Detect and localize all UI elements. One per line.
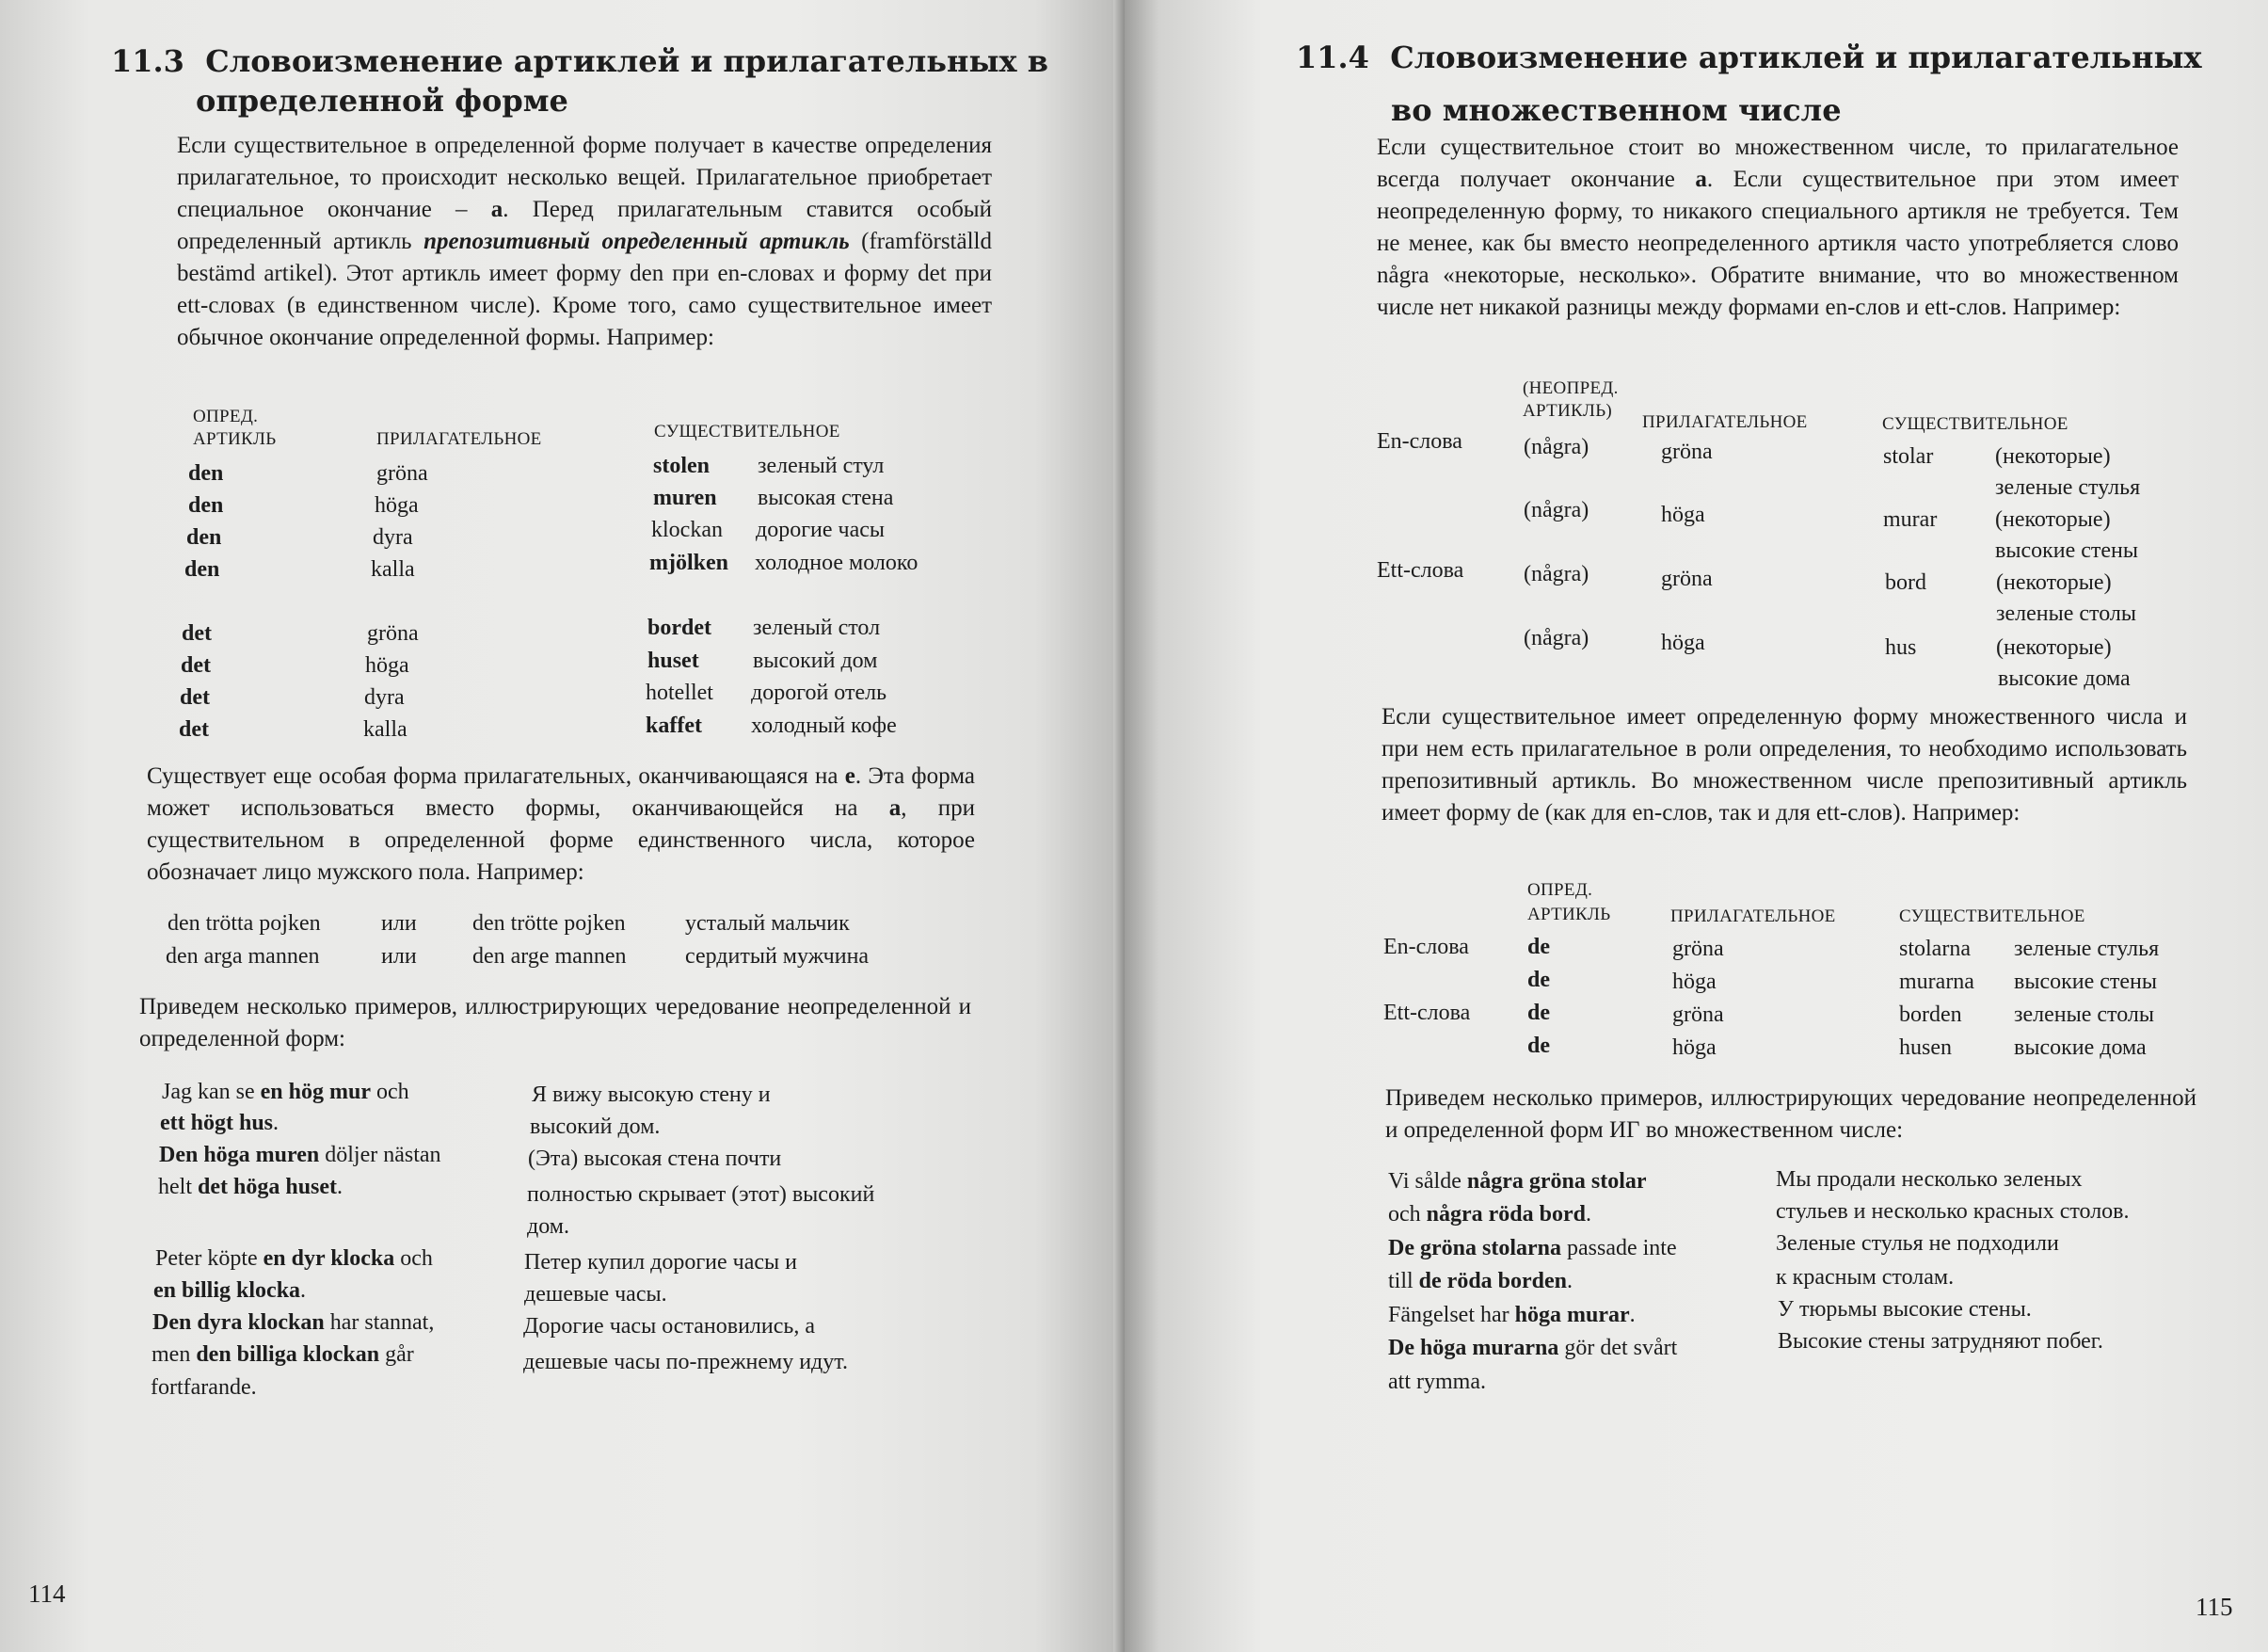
list-item: den trötte pojken xyxy=(472,911,626,936)
table-row-noun: huset xyxy=(647,649,699,673)
table-row-article: det xyxy=(181,653,211,678)
section-heading-11-3 xyxy=(111,41,1048,81)
table-row-article: den xyxy=(188,493,224,518)
example-russian-line: высокий дом. xyxy=(530,1115,661,1139)
table-row-translation: (некоторые) xyxy=(1996,570,2112,595)
example-swedish-line: till de röda borden. xyxy=(1388,1269,1573,1293)
table-row-adjective: höga xyxy=(365,653,409,678)
page-number-right: 115 xyxy=(2196,1593,2233,1621)
example-russian-line: стульев и несколько красных столов. xyxy=(1776,1199,2130,1224)
example-russian-line: Мы продали несколько зеленых xyxy=(1776,1167,2083,1192)
list-item: или xyxy=(381,911,417,936)
section-title-line-2: во множественном числе xyxy=(1391,92,1842,128)
table-row-translation: высокие дома xyxy=(1998,666,2131,691)
section-title-line-1: Словоизменение артиклей и прилагательных в xyxy=(205,43,1048,79)
page-number-left: 114 xyxy=(28,1580,66,1608)
table-row-translation: зеленые стулья xyxy=(2014,937,2160,961)
table-row-adjective: kalla xyxy=(371,557,415,582)
example-russian-line: Петер купил дорогие часы и xyxy=(524,1250,798,1275)
table-row-noun: husen xyxy=(1899,1035,1952,1060)
list-item: den trötta pojken xyxy=(168,911,321,936)
table-row-translation: дорогие часы xyxy=(756,518,886,542)
header-article-2: АРТИКЛЬ xyxy=(1527,905,1611,924)
intro-paragraph: Если существительное в определенной форме получает в качестве определения прилагательное, то происходит несколько вещей. Прилагательное приобретает специальное окончание – а. Перед прилагательным ставится особый определенный артикль препозитивный определенный артикль (framförställd bestämd artikel). Этот артикль имеет форму den при en-словах и форму det при ett-словах (в единственном числе). Кроме того, само существительное имеет обычное окончание определенной формы. Например: xyxy=(177,133,992,350)
table-row-noun: bord xyxy=(1885,570,1926,595)
plural-examples-intro-paragraph: Приведем несколько примеров, иллюстрирующих чередование неопределенной и определенной форм ИГ во множественном числе: xyxy=(1385,1085,2196,1143)
table-row-adjective: höga xyxy=(1672,970,1717,994)
example-russian-line: Высокие стены затрудняют побег. xyxy=(1778,1329,2103,1354)
table-row-translation: высокий дом xyxy=(753,649,878,673)
table-row-noun: klockan xyxy=(651,518,723,542)
right-page xyxy=(1125,0,2268,1652)
list-item: den arge mannen xyxy=(472,944,627,969)
header-article-1: ОПРЕД. xyxy=(193,407,259,426)
table-row-noun: stolarna xyxy=(1899,937,1971,961)
list-item: или xyxy=(381,944,417,969)
example-russian-line: (Эта) высокая стена почти xyxy=(528,1147,782,1171)
table-row-noun: muren xyxy=(653,486,717,510)
group-label: Ett-слова xyxy=(1377,558,1464,583)
header-article-2: АРТИКЛЬ xyxy=(193,429,277,449)
table-row-noun: murarna xyxy=(1899,970,1974,994)
table-row-translation: зеленый стул xyxy=(758,454,885,478)
table-row-noun: hus xyxy=(1885,635,1917,660)
example-russian-line: к красным столам. xyxy=(1776,1265,1955,1290)
table-row-adjective: gröna xyxy=(1661,567,1713,591)
example-russian-line: дешевые часы по-прежнему идут. xyxy=(523,1350,848,1374)
table-row-translation: зеленый стол xyxy=(753,616,881,640)
example-swedish-line: Jag kan se en hög mur och xyxy=(162,1080,409,1104)
table-row-adjective: kalla xyxy=(363,717,407,742)
table-row-translation: высокие стены xyxy=(2014,970,2158,994)
table-row-translation: (некоторые) xyxy=(1995,507,2111,532)
table-row-article: (några) xyxy=(1524,498,1589,522)
table-row-article: de xyxy=(1527,1001,1550,1025)
table-row-adjective: höga xyxy=(1672,1035,1717,1060)
table-row-adjective: gröna xyxy=(1672,1002,1724,1027)
example-russian-line: полностью скрывает (этот) высокий xyxy=(527,1182,875,1207)
example-swedish-line: Den dyra klockan har stannat, xyxy=(152,1310,435,1335)
list-item: den arga mannen xyxy=(166,944,320,969)
table-row-translation: дорогой отель xyxy=(751,681,887,705)
example-swedish-line: Den höga muren döljer nästan xyxy=(159,1143,441,1167)
header-article-1: (НЕОПРЕД. xyxy=(1523,378,1619,398)
section-title-line-1: Словоизменение артиклей и прилагательных xyxy=(1390,40,2202,75)
example-russian-line: Я вижу высокую стену и xyxy=(532,1083,771,1107)
header-adjective: ПРИЛАГАТЕЛЬНОЕ xyxy=(376,429,542,449)
example-russian-line: У тюрьмы высокие стены. xyxy=(1778,1297,2032,1322)
table-row-adjective: höga xyxy=(375,493,419,518)
table-row-translation: (некоторые) xyxy=(1995,444,2111,469)
table-row-adjective: dyra xyxy=(373,525,413,550)
table-row-adjective: dyra xyxy=(364,685,405,710)
list-item: усталый мальчик xyxy=(685,911,850,936)
example-swedish-line: att rymma. xyxy=(1388,1370,1486,1394)
section-heading-11-4 xyxy=(1296,38,2202,77)
table-row-article: det xyxy=(180,685,210,710)
table-row-noun: murar xyxy=(1883,507,1938,532)
header-adjective: ПРИЛАГАТЕЛЬНОЕ xyxy=(1670,906,1836,926)
table-row-noun: mjölken xyxy=(649,551,728,575)
table-row-translation: высокая стена xyxy=(758,486,894,510)
header-noun: СУЩЕСТВИТЕЛЬНОЕ xyxy=(1899,906,2085,926)
table-row-article: det xyxy=(182,621,212,646)
table-row-noun: kaffet xyxy=(646,714,702,738)
table-row-adjective: gröna xyxy=(367,621,419,646)
group-label: En-слова xyxy=(1377,429,1462,454)
example-swedish-line: fortfarande. xyxy=(151,1375,257,1400)
table-row-article: (några) xyxy=(1524,626,1589,650)
table-row-article: (några) xyxy=(1524,562,1589,586)
table-row-translation: холодное молоко xyxy=(755,551,918,575)
example-swedish-line: och några röda bord. xyxy=(1388,1202,1592,1227)
example-russian-line: Зеленые стулья не подходили xyxy=(1776,1231,2059,1256)
table-row-noun: stolar xyxy=(1883,444,1934,469)
example-swedish-line: men den billiga klockan går xyxy=(152,1342,414,1367)
table-row-noun: borden xyxy=(1899,1002,1962,1027)
header-noun: СУЩЕСТВИТЕЛЬНОЕ xyxy=(1882,414,2068,434)
table-row-article: de xyxy=(1527,935,1550,959)
table-row-article: den xyxy=(186,525,222,550)
section-number: 11.3 xyxy=(111,43,184,79)
definite-plural-paragraph: Если существительное имеет определенную форму множественного числа и при нем есть прилагательное в роли определения, то необходимо использовать препозитивный артикль. Во множественном числе препозитивный артикль имеет форму de (как для en-слов, так и для ett-слов). Например: xyxy=(1382,704,2187,826)
table-row-article: den xyxy=(188,461,224,486)
example-swedish-line: Peter köpte en dyr klocka och xyxy=(155,1246,433,1271)
table-row-translation: зеленые стулья xyxy=(1995,475,2141,500)
table-row-translation: зеленые столы xyxy=(2014,1002,2154,1027)
table-row-translation: холодный кофе xyxy=(751,714,897,738)
header-article-1: ОПРЕД. xyxy=(1527,880,1593,900)
table-row-noun: hotellet xyxy=(646,681,713,705)
examples-intro-paragraph: Приведем несколько примеров, иллюстрирующих чередование неопределенной и определенной форм: xyxy=(139,994,971,1051)
table-row-article: (några) xyxy=(1524,435,1589,459)
table-row-translation: высокие дома xyxy=(2014,1035,2147,1060)
table-row-noun: stolen xyxy=(653,454,710,478)
example-swedish-line: en billig klocka. xyxy=(153,1278,307,1303)
table-row-article: de xyxy=(1527,968,1550,992)
example-swedish-line: helt det höga huset. xyxy=(158,1175,343,1199)
example-swedish-line: Vi sålde några gröna stolar xyxy=(1388,1169,1647,1194)
section-title-line-2: определенной форме xyxy=(196,83,568,119)
table-row-adjective: höga xyxy=(1661,631,1705,655)
header-article-2: АРТИКЛЬ) xyxy=(1523,401,1613,421)
group-label: En-слова xyxy=(1383,935,1469,959)
table-row-translation: (некоторые) xyxy=(1996,635,2112,660)
example-russian-line: дешевые часы. xyxy=(524,1282,667,1307)
table-row-adjective: höga xyxy=(1661,503,1705,527)
table-row-translation: зеленые столы xyxy=(1996,601,2136,626)
table-row-adjective: gröna xyxy=(1672,937,1724,961)
example-russian-line: Дорогие часы остановились, а xyxy=(523,1314,815,1339)
header-noun: СУЩЕСТВИТЕЛЬНОЕ xyxy=(654,422,840,441)
example-swedish-line: De höga murarna gör det svårt xyxy=(1388,1336,1678,1360)
table-row-article: den xyxy=(184,557,220,582)
example-swedish-line: De gröna stolarna passade inte xyxy=(1388,1236,1677,1260)
table-row-noun: bordet xyxy=(647,616,711,640)
plural-intro-paragraph: Если существительное стоит во множественном числе, то прилагательное всегда получает окончание а. Если существительное при этом имеет неопределенную форму, то никакого специального артикля не требуется. Тем не менее, как бы вместо неопределенного артикля часто употребляется слово några «некоторые, несколько». Обратите внимание, что во множественном числе нет никакой разницы между формами en-слов и ett-слов. Например: xyxy=(1377,135,2179,320)
example-swedish-line: ett högt hus. xyxy=(160,1111,280,1135)
e-form-paragraph: Существует еще особая форма прилагательных, оканчивающаяся на е. Эта форма может использоваться вместо формы, оканчивающейся на а, при существительном в определенной форме единственного числа, которое обозначает лицо мужского пола. Например: xyxy=(147,763,975,885)
group-label: Ett-слова xyxy=(1383,1001,1471,1025)
header-adjective: ПРИЛАГАТЕЛЬНОЕ xyxy=(1642,412,1808,432)
list-item: сердитый мужчина xyxy=(685,944,870,969)
table-row-article: det xyxy=(179,717,209,742)
left-page xyxy=(0,0,1125,1652)
example-russian-line: дом. xyxy=(527,1214,569,1239)
table-row-adjective: gröna xyxy=(376,461,428,486)
example-swedish-line: Fängelset har höga murar. xyxy=(1388,1303,1636,1327)
table-row-article: de xyxy=(1527,1034,1550,1058)
section-number: 11.4 xyxy=(1296,40,1369,75)
table-row-translation: высокие стены xyxy=(1995,538,2139,563)
table-row-adjective: gröna xyxy=(1661,440,1713,464)
